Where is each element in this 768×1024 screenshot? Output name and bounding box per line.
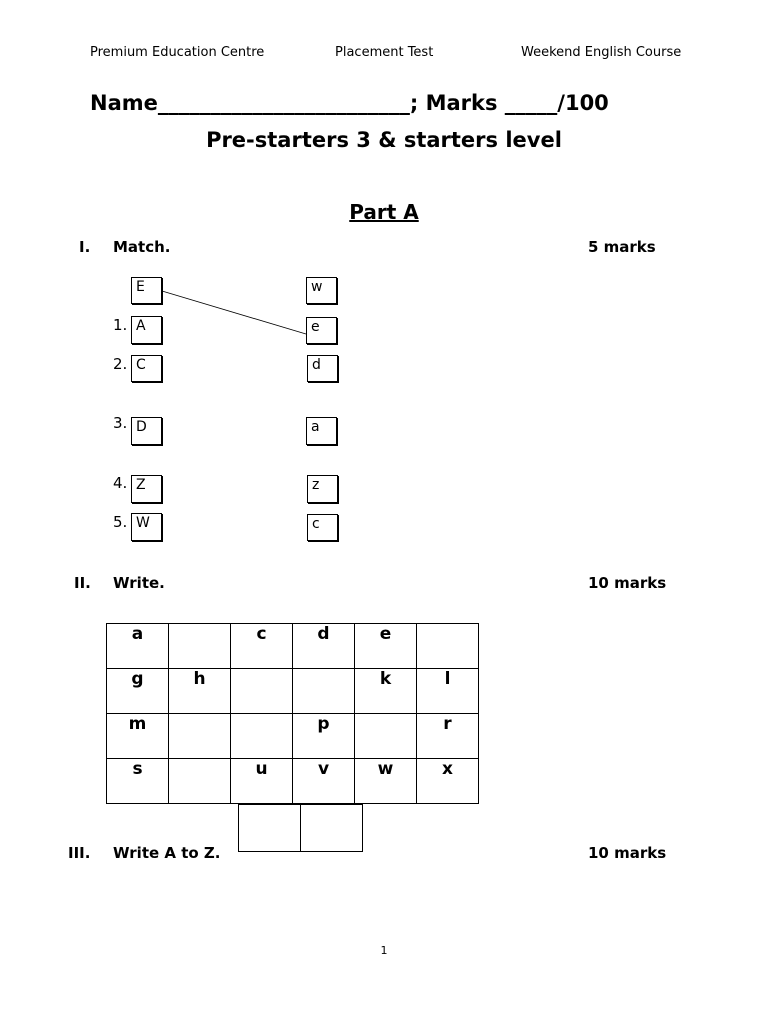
grid-row: [107, 624, 479, 669]
grid-row: [107, 714, 479, 759]
match-row-3-lower-box: a: [306, 417, 337, 445]
section-3-marks: 10 marks: [588, 844, 667, 862]
match-row-2-lower-box: d: [307, 355, 338, 382]
header-course: Weekend English Course: [521, 45, 682, 60]
match-row-1-number: 1.: [113, 316, 128, 334]
grid-cell: v: [293, 759, 355, 804]
section-2-roman: II.: [74, 574, 91, 592]
part-a-heading: Part A: [349, 200, 419, 224]
grid-cell: h: [169, 669, 231, 714]
section-2-marks: 10 marks: [588, 574, 667, 592]
match-row-4-lower-box: z: [307, 475, 338, 503]
match-row-5-number: 5.: [113, 513, 128, 531]
section-2-title: Write.: [113, 574, 165, 592]
grid-cell: [293, 669, 355, 714]
grid-cell: x: [417, 759, 479, 804]
grid-cell: k: [355, 669, 417, 714]
grid-cell: p: [293, 714, 355, 759]
grid-cell: d: [293, 624, 355, 669]
match-example-lower-box: w: [306, 277, 337, 304]
match-row-1-upper-box: A: [131, 316, 162, 344]
grid-cell: [231, 714, 293, 759]
alphabet-grid: [106, 623, 479, 804]
grid-cell: [169, 714, 231, 759]
section-3-title: Write A to Z.: [113, 844, 221, 862]
grid-cell: e: [355, 624, 417, 669]
match-row-3-number: 3.: [113, 414, 128, 432]
grid-cell: [355, 714, 417, 759]
grid-cell: m: [107, 714, 169, 759]
header-test: Placement Test: [335, 45, 434, 60]
grid-cell: [169, 759, 231, 804]
grid-cell: g: [107, 669, 169, 714]
level-title: Pre-starters 3 & starters level: [206, 128, 562, 152]
grid-cell: c: [231, 624, 293, 669]
grid-cell: [169, 624, 231, 669]
match-row-2-number: 2.: [113, 355, 128, 373]
match-example-upper-box: E: [131, 277, 162, 304]
extra-empty-cell: [238, 804, 301, 852]
grid-cell: [231, 669, 293, 714]
grid-cell: [417, 624, 479, 669]
extra-empty-cell: [300, 804, 363, 852]
grid-row: [107, 759, 479, 804]
page-number: 1: [380, 944, 388, 957]
section-1-roman: I.: [79, 238, 91, 256]
grid-cell: l: [417, 669, 479, 714]
grid-cell: a: [107, 624, 169, 669]
grid-row: [107, 669, 479, 714]
grid-cell: s: [107, 759, 169, 804]
match-row-1-lower-box: e: [306, 317, 337, 344]
section-3-roman: III.: [68, 844, 91, 862]
name-marks-line: Name________________________; Marks _____/100: [90, 91, 609, 115]
grid-cell: w: [355, 759, 417, 804]
match-row-5-upper-box: W: [131, 513, 162, 541]
grid-cell: r: [417, 714, 479, 759]
section-1-title: Match.: [113, 238, 171, 256]
match-row-4-number: 4.: [113, 474, 128, 492]
match-row-2-upper-box: C: [131, 355, 162, 382]
section-1-marks: 5 marks: [588, 238, 656, 256]
match-row-4-upper-box: Z: [131, 475, 162, 503]
match-row-3-upper-box: D: [131, 417, 162, 445]
grid-cell: u: [231, 759, 293, 804]
match-row-5-lower-box: c: [307, 514, 338, 541]
header-school: Premium Education Centre: [90, 45, 265, 60]
